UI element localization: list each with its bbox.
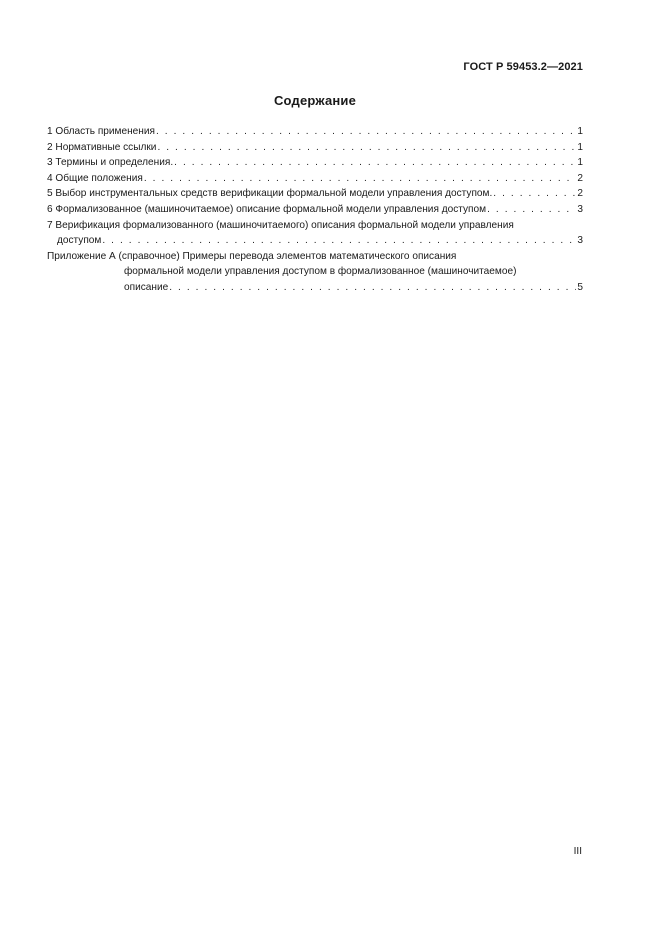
- toc-entry-4[interactable]: [47, 171, 583, 187]
- toc-entry-text: 1 Область применения: [47, 126, 155, 137]
- toc-entry-1[interactable]: [47, 124, 583, 140]
- toc-entry-text-line2: доступом: [57, 235, 102, 247]
- toc-leader-dots: [487, 202, 576, 218]
- toc-leader-dots: [102, 233, 576, 249]
- toc-page-number: 2: [577, 188, 583, 200]
- toc-entry-text-line1: 7 Верификация формализованного (машиночитаемого) описания формальной модели управления: [47, 219, 514, 231]
- toc-leader-dots: [493, 186, 576, 202]
- page-number-footer: III: [573, 846, 582, 857]
- document-code-header: ГОСТ Р 59453.2—2021: [463, 61, 583, 73]
- toc-leader-dots: [157, 140, 576, 156]
- toc-page-number: 5: [577, 281, 583, 293]
- toc-leader-dots: [174, 155, 576, 171]
- toc-entry-text-line3: описание: [124, 281, 169, 293]
- page-title: Содержание: [273, 93, 357, 108]
- toc-leader-dots: [144, 171, 577, 187]
- toc-entry-text-line1: Приложение А (справочное) Примеры перевода элементов математического описания: [47, 250, 457, 262]
- toc-entry-2[interactable]: [47, 140, 583, 156]
- toc-page-number: 2: [577, 172, 583, 184]
- toc-page-number: 3: [577, 203, 583, 215]
- toc-entry-appendix-a[interactable]: [47, 249, 583, 296]
- table-of-contents: [47, 124, 583, 296]
- toc-leader-dots: [169, 280, 576, 296]
- toc-page-number: 3: [577, 235, 583, 247]
- toc-entry-7[interactable]: [47, 218, 583, 249]
- toc-page-number: 1: [577, 157, 583, 169]
- toc-entry-text: 2 Нормативные ссылки: [47, 141, 157, 153]
- toc-entry-text: 3 Термины и определения.: [47, 157, 174, 169]
- toc-entry-5[interactable]: [47, 186, 583, 202]
- toc-entry-text: 6 Формализованное (машиночитаемое) описание формальной модели управления доступом: [47, 203, 487, 215]
- toc-entry-text: 4 Общие положения: [47, 172, 143, 184]
- toc-entry-6[interactable]: [47, 202, 583, 218]
- toc-entry-text: 5 Выбор инструментальных средств верификации формальной модели управления доступом.: [47, 188, 493, 200]
- toc-page-number: 1: [577, 141, 583, 153]
- toc-page-number: 1: [577, 126, 583, 137]
- toc-leader-dots: [156, 124, 576, 140]
- toc-entry-text-line2: формальной модели управления доступом в формализованное (машиночитаемое): [124, 266, 517, 278]
- toc-entry-3[interactable]: [47, 155, 583, 171]
